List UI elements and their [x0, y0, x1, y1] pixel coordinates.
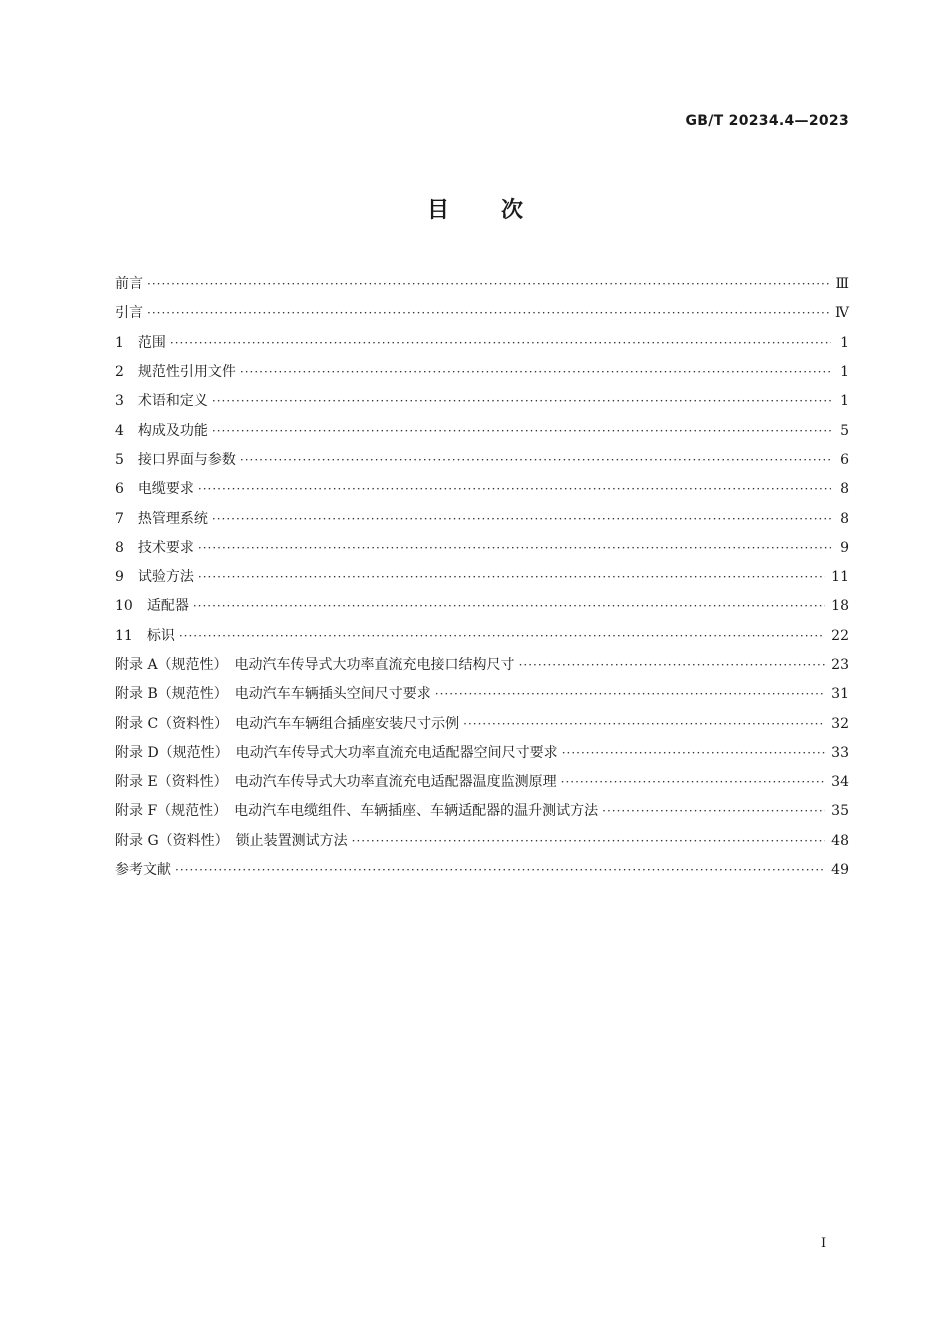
toc-entry-8[interactable]	[115, 534, 849, 563]
toc-entry-label: 11 标识	[115, 627, 175, 644]
toc-entry-6[interactable]	[115, 475, 849, 504]
toc-entry-page: 11	[831, 569, 849, 586]
toc-entry-1[interactable]	[115, 329, 849, 358]
toc-entry-9[interactable]	[115, 563, 849, 592]
toc-entry-10[interactable]	[115, 592, 849, 621]
toc-entry-label: 附录 E（资料性） 电动汽车传导式大功率直流充电适配器温度监测原理	[115, 774, 557, 791]
toc-entry-annex-f[interactable]	[115, 797, 849, 826]
toc-entry-label: 附录 C（资料性） 电动汽车车辆组合插座安装尺寸示例	[115, 715, 460, 732]
toc-entry-annex-g[interactable]	[115, 827, 849, 856]
toc-entry-label: 附录 B（规范性） 电动汽车车辆插头空间尺寸要求	[115, 686, 431, 703]
toc-entry-page: 22	[831, 627, 849, 644]
toc-leader-dots	[240, 358, 831, 387]
toc-leader-dots	[147, 299, 829, 328]
toc-leader-dots	[193, 592, 825, 621]
toc-entry-5[interactable]	[115, 446, 849, 475]
toc-entry-page: 49	[831, 862, 849, 879]
toc-entry-label: 附录 G（资料性） 锁止装置测试方法	[115, 832, 348, 849]
toc-entry-label: 2 规范性引用文件	[115, 364, 236, 381]
toc-entry-page: 33	[831, 744, 849, 761]
title-char-left: 目	[426, 197, 449, 223]
page-title	[0, 193, 950, 224]
toc-entry-page: Ⅳ	[835, 305, 849, 322]
toc-entry-page: 18	[831, 598, 849, 615]
toc-entry-annex-d[interactable]	[115, 739, 849, 768]
toc-entry-label: 4 构成及功能	[115, 422, 208, 439]
title-char-right: 次	[501, 197, 524, 223]
toc-entry-label: 3 术语和定义	[115, 393, 208, 410]
toc-entry-label: 附录 A（规范性） 电动汽车传导式大功率直流充电接口结构尺寸	[115, 657, 515, 673]
toc-entry-page: 5	[840, 422, 849, 439]
toc-leader-dots	[212, 505, 831, 534]
toc-leader-dots	[561, 768, 826, 797]
toc-entry-page: 9	[840, 539, 849, 556]
toc-entry-annex-c[interactable]	[115, 709, 849, 738]
toc-entry-bibliography[interactable]	[115, 856, 849, 885]
toc-leader-dots	[198, 534, 831, 563]
toc-leader-dots	[147, 270, 829, 299]
toc-leader-dots	[170, 329, 831, 358]
toc-entry-4[interactable]	[115, 416, 849, 445]
toc-entry-page: 1	[840, 364, 849, 381]
toc-leader-dots	[352, 827, 826, 856]
toc-entry-annex-e[interactable]	[115, 768, 849, 797]
toc-entry-label: 5 接口界面与参数	[115, 451, 236, 468]
toc-entry-page: 48	[831, 832, 849, 849]
toc-entry-label: 附录 F（规范性） 电动汽车电缆组件、车辆插座、车辆适配器的温升测试方法	[115, 803, 599, 820]
standard-number: GB/T 20234.4—2023	[685, 113, 849, 129]
toc-entry-page: Ⅲ	[835, 276, 849, 293]
toc-entry-page: 8	[840, 481, 849, 498]
toc-entry-7[interactable]	[115, 504, 849, 533]
toc-entry-label: 7 热管理系统	[115, 510, 208, 527]
toc-entry-page: 32	[831, 715, 849, 732]
toc-leader-dots	[179, 622, 825, 651]
toc-entry-3[interactable]	[115, 387, 849, 416]
toc-entry-annex-a[interactable]	[115, 651, 849, 680]
toc-leader-dots	[198, 563, 825, 592]
toc-entry-page: 34	[831, 774, 849, 791]
toc-entry-annex-b[interactable]	[115, 680, 849, 709]
toc-entry-page: 1	[840, 334, 849, 351]
toc-entry-foreword[interactable]	[115, 270, 849, 299]
toc-leader-dots	[240, 446, 831, 475]
toc-leader-dots	[198, 475, 831, 504]
toc-leader-dots	[602, 797, 825, 826]
toc-entry-2[interactable]	[115, 358, 849, 387]
table-of-contents	[115, 270, 849, 885]
toc-entry-page: 8	[840, 510, 849, 527]
toc-entry-page: 6	[840, 451, 849, 468]
toc-leader-dots	[212, 387, 831, 416]
toc-entry-label: 1 范围	[115, 334, 166, 351]
toc-entry-page: 23	[831, 657, 849, 673]
toc-leader-dots	[175, 856, 825, 885]
toc-entry-label: 附录 D（规范性） 电动汽车传导式大功率直流充电适配器空间尺寸要求	[115, 744, 558, 761]
toc-leader-dots	[519, 651, 826, 680]
toc-entry-label: 9 试验方法	[115, 569, 194, 586]
toc-entry-label: 8 技术要求	[115, 539, 194, 556]
toc-leader-dots	[212, 417, 831, 446]
toc-entry-page: 31	[831, 686, 849, 703]
toc-entry-page: 1	[840, 393, 849, 410]
toc-leader-dots	[435, 680, 825, 709]
toc-entry-label: 引言	[115, 305, 143, 322]
toc-entry-label: 参考文献	[115, 862, 171, 879]
toc-entry-label: 前言	[115, 276, 143, 293]
toc-entry-11[interactable]	[115, 622, 849, 651]
toc-entry-label: 6 电缆要求	[115, 481, 194, 498]
toc-leader-dots	[562, 739, 825, 768]
toc-entry-label: 10 适配器	[115, 598, 189, 615]
toc-leader-dots	[463, 710, 825, 739]
page-number: Ⅰ	[821, 1236, 827, 1251]
toc-entry-page: 35	[831, 803, 849, 820]
toc-entry-introduction[interactable]	[115, 299, 849, 328]
